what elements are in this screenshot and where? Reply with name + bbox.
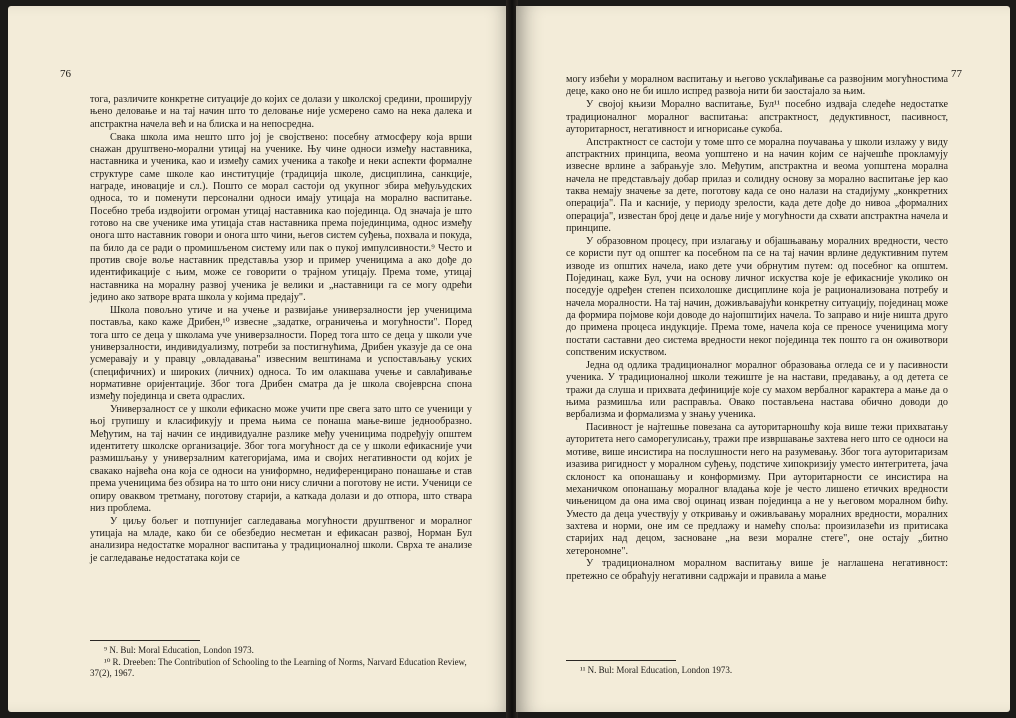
page-body [566, 74, 948, 583]
paragraph: Школа повољно утиче и на учење и развијање универзалности јер ученицима поставља, како каже Дрибен,¹⁰ извесне „задатке, ограничења и могућности". Поред тога што се деца у школама уче универзалности. Поред тога што се деца у школи уче универзалности, индивидуализму, потреби за постигнућима, Дрибен указује да се она усмеравају и у правцу „овладавања" извесним вештинама и успостављању уских (специфичних) и широких (личних) односа. То им олакшава учење и савлађивање нормативне оријентације. Због тога Дрибен сматра да је школа својеврсна спона између појединца и света одраслих. [90, 304, 472, 403]
paragraph: Свака школа има нешто што јој је својствено: посебну атмосферу која врши снажан друштвено-морални утицај на ученике. Њу чине односи између наставника, наставника и ученика, као и између самих ученика а такође и неки аспекти формалне структуре саме школе као институције (традиција школе, дисциплина, санкције, награде, иновације и сл.). Пошто се морал састоји од укупног збира међуљудских односа, то и поменути персонални односи имају утицаја на морално васпитање. Посебно треба издвојити огроман утицај наставника као појединца. Од значаја је што готово на све ученике има утицаја став наставника према појединцима, однос између онога што наставник говори и онога што чини, његов систем суђења, похвала и покуда, па било да се ради о промишљеном систему или пак о пукој импулсивности.⁹ Често и против своје воље наставник представља узор и пример ученицима а ако дође до идентификације с њим, може се говорити о трајном утицају. Према томе, утицај наставника на моралну развој ученика је велики и „наставници га се могу одрећи једино ако затворе врата школа у којима предају". [90, 131, 472, 303]
footnote-rule [90, 640, 200, 641]
paragraph: Универзалност се у школи ефикасно може учити пре свега зато што се ученици у њој групишу и класификују и према њима се понаша мање-више једнообразно. Међутим, на тај начин се индивидуалне разлике међу ученицима подређују општем идентитету школске организације. Због тога могућност да се у школи ефикасније учи размишљању у универзалним категоријама, има и својих негативности од којих је свакако највећа она која се односи на униформно, недиференцирано понашање и став према ученицима без обзира на то што они нису слични а поготову не исти. Ученици се опиру оваквом третману, поготову старији, а каткада долази и до отпора, што ствара низ проблема. [90, 404, 472, 514]
footnotes [90, 640, 472, 680]
paragraph: тога, различите конкретне ситуације до којих се долази у школској средини, проширују њено деловање и на тај начин што то деловање није усмерено само на нека далека и апстрактна начела већ и на блиска и на непосредна. [90, 94, 472, 130]
paragraph: У својој књизи Морално васпитање, Бул¹¹ посебно издваја следеће недостатке традиционалног моралног васпитања: апстрактност, дедуктивност, пасивност, ауторитарност, негативност и игнорисање сукоба. [566, 99, 948, 135]
paragraph: У традиционалном моралном васпитању више је наглашена негативност: претежно се обраћују негативни садржаји и правила а мање [566, 558, 948, 582]
page-number: 77 [951, 68, 962, 80]
page-body [90, 94, 472, 565]
page-number: 76 [60, 68, 71, 80]
footnote-rule [566, 660, 676, 661]
footnotes [566, 660, 948, 677]
paragraph: могу избећи у моралном васпитању и његово усклађивање са развојним могућностима деце, како оно не би ишло испред развоја нити би заостајало за њим. [566, 74, 948, 98]
footnote: ⁹ N. Bul: Moral Education, London 1973. [104, 645, 254, 655]
footnote: ¹⁰ R. Dreeben: The Contribution of Schooling to the Learning of Norms, Narvard Education Review, 37(2), 1967. [90, 657, 467, 678]
paragraph: У циљу бољег и потпунијег сагледавања могућности друштвеног и моралног утицаја на младе, како би се обезбедио несметан и ефикасан развој, Норман Бул анализира недостатке моралног васпитања у традиционалној школи. Сврха те анализе је сагледавање недостатака који се [90, 515, 472, 564]
paragraph: Пасивност је најтешње повезана са ауторитарношћу која више тежи прихватању ауторитета него саморегулисању, тражи пре извршавање захтева него што се односи на мотиве, више инсистира на послушности него на разумевању. Због тога ауторитаризам изазива ригидност у моралном суђењу, подстиче хипокризију уместо интегритета, јача склоност ка опонашању и конформизму. При ауторитарности се инсистира на механичком опонашању моралног владања које је често лишено етичких вредности чињеницом да она има свој оцинац изван појединца а не у његовом моралном бићу. Уместо да деца учествују у откривању и оживљавању моралних вредности, моралних захтева и норми, оне им се предлажу и намећу споља: произилазећи из притисака старијих над децом, засноване „на вези моралне стеге", оне остају „битно хетерономне". [566, 422, 948, 557]
paragraph: У образовном процесу, при излагању и објашњавању моралних вредности, често се користи пут од општег ка посебном па се на тај начин врлине дедуктивним путем изводе из општих начела, иако дете учи обрнутим путем: од посебног ка општем. Појединац, каже Бул, учи на основу личног искуства које је ефикасније уколико он поседује одређен степен психолошке дисциплине која је рационализована потребу и начела моралности. На тај начин, доживљавајући конкретну ситуацију, појединац може да формира појмове који доводе до најопштијих начела. То заправо и није ништа друго до примена процеса индукције. Према томе, начела која се преносе ученицима могу постати саставни део система вредности некоr појединца тек пошто га он оживотвори сопственим искуством. [566, 235, 948, 359]
left-page [8, 6, 514, 712]
footnote: ¹¹ N. Bul: Moral Education, London 1973. [580, 665, 733, 675]
paragraph: Једна од одлика традиционалног моралног образовања огледа се и у пасивности ученика. У традиционалној школи тежиште је на настави, предавању, а од детета се тражи да слуша и прихвата дефиниције које су махом вербалног карактера а мање да о њима размишља или расправља. Овако постављена настава обично доводи до вербализма и формализма у знању ученика. [566, 359, 948, 421]
right-page [516, 6, 1010, 712]
paragraph: Апстрактност се састоји у томе што се морална поучавања у школи излажу у виду апстрактних принципа, веома уопштено и на начин којим се најчешће прокламују извесне врлине а забрањује зло. Међутим, апстрактна и веома уопштена морална начела не представљају добар прилаз и солидну основу за морално васпитање јер као таква немају значење за дете, поготову када се оно налази на стадијуму „конкретних операција". Па и касније, у периоду зрелости, када дете дође до нивоа „формалних операција", известан број деце и даље није у могућности да схвати апстрактна начела и принципе. [566, 136, 948, 235]
